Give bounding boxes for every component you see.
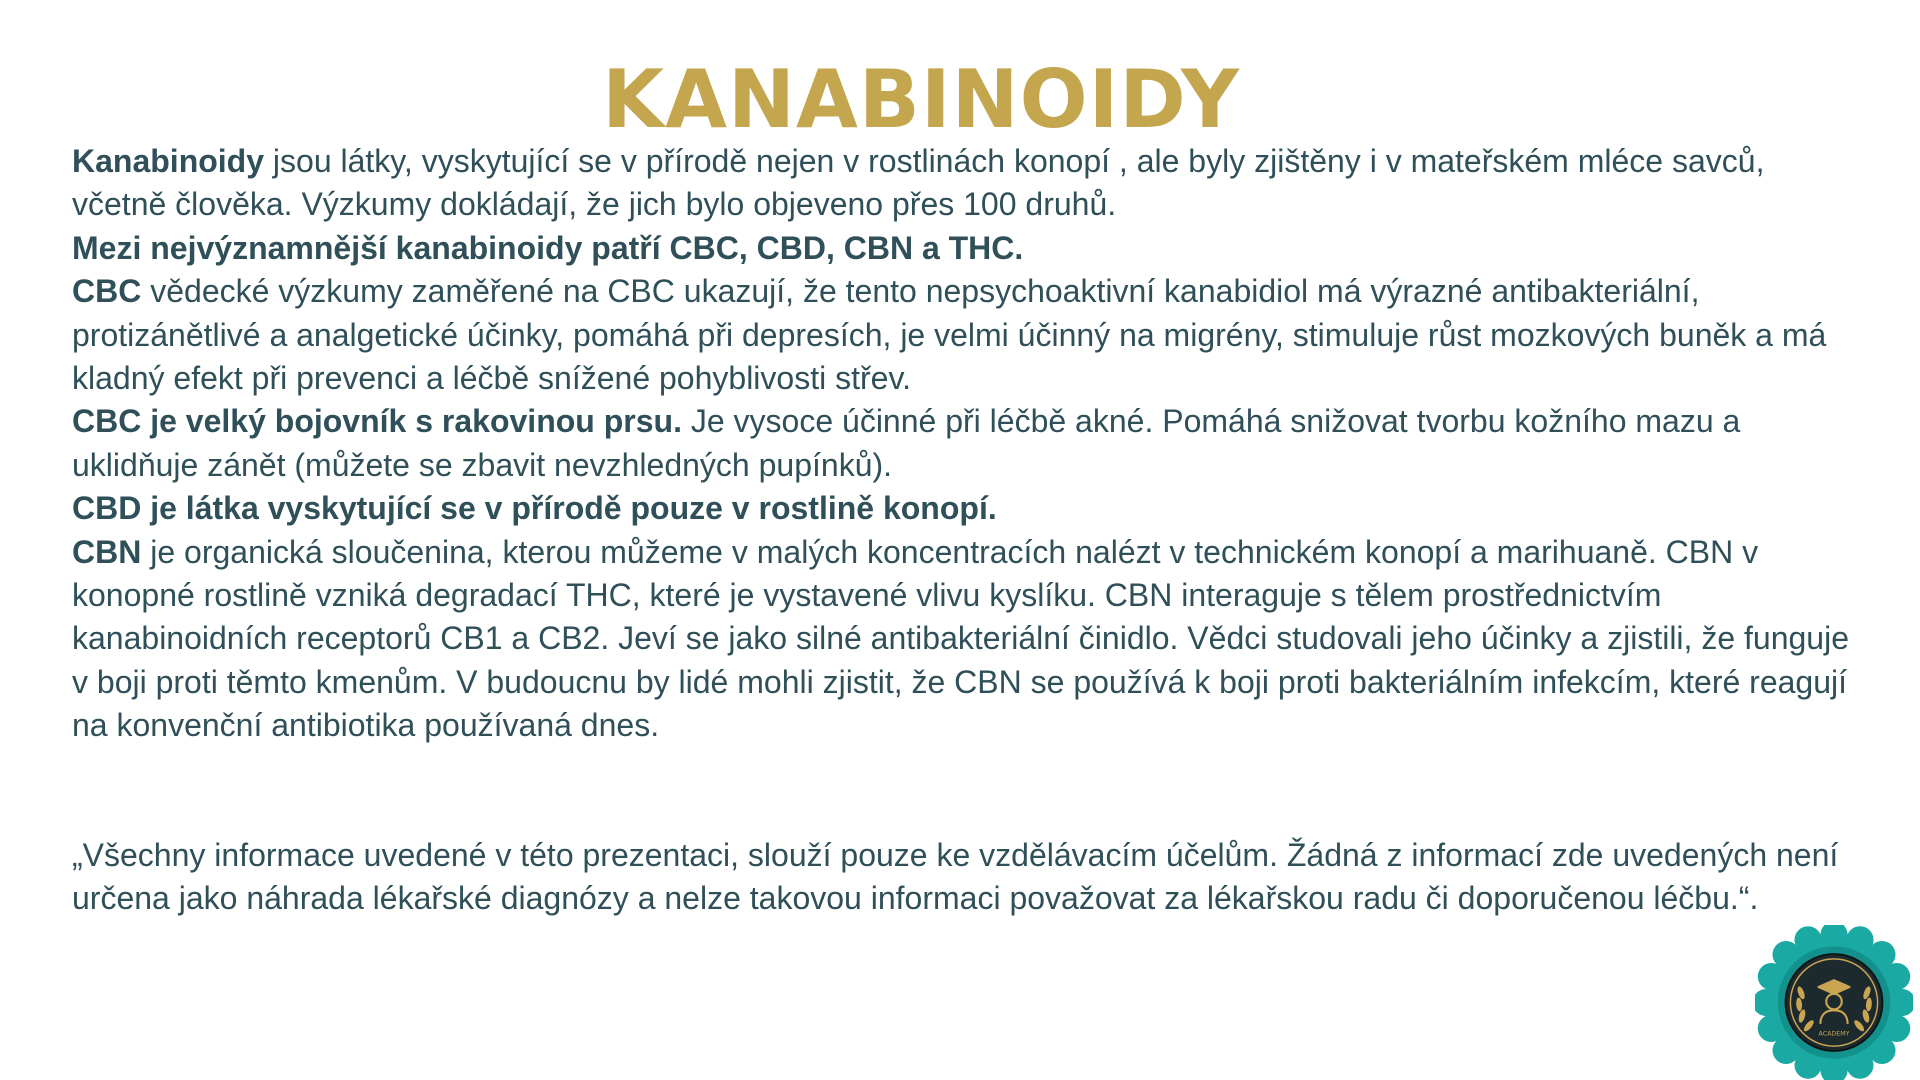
paragraph-most-important-bold: Mezi nejvýznamnější kanabinoidy patří CBC, CBD, CBN a THC. [72,229,1024,266]
body-text [72,140,1862,748]
paragraph-cbc-cancer-text: Je vysoce účinné při léčbě akné. Pomáhá snižovat tvorbu kožního mazu a uklidňuje zánět (můžete se zbavit nevzhledných pupínků). [72,403,1741,483]
paragraph-cbc-cancer-bold: CBC je velký bojovník s rakovinou prsu. [72,403,682,440]
paragraph-cbc-text: vědecké výzkumy zaměřené na CBC ukazují, že tento nepsychoaktivní kanabidiol má výrazné antibakteriální, protizánětlivé a analgetické účinky, pomáhá při depresích, je velmi účinný na migrény, stimuluje růst mozkových buněk a má kladný efekt při prevenci a léčbě snížené pohyblivosti střev. [72,273,1827,397]
paragraph-cbc [72,270,1862,400]
academy-badge-logo [1755,925,1913,1080]
paragraph-cbn [72,531,1862,748]
paragraph-cbd [72,487,1862,530]
badge-label: ACADEMY [1818,1030,1850,1038]
slide-title: KANABINOIDY [602,53,1240,146]
paragraph-kanabinoidy [72,140,1862,227]
paragraph-cbd-bold: CBD je látka vyskytující se v přírodě pouze v rostlině konopí. [72,490,997,527]
paragraph-cbc-cancer [72,400,1862,487]
paragraph-cbc-bold: CBC [72,273,142,310]
disclaimer: „Všechny informace uvedené v této prezentaci, slouží pouze ke vzdělávacím účelům. Žádná z informací zde uvedených není určena jako náhrada lékařské diagnózy a nelze takovou informaci považovat za lékařskou radu či doporučenou léčbu.“. [72,837,1839,917]
paragraph-cbn-bold: CBN [72,533,142,570]
paragraph-most-important [72,227,1862,270]
paragraph-cbn-text: je organická sloučenina, kterou můžeme v malých koncentracích nalézt v technickém konopí a marihuaně. CBN v konopné rostlině vzniká degradací THC, které je vystavené vlivu kyslíku. CBN interaguje s tělem prostřednictvím kanabinoidních receptorů CB1 a CB2. Jeví se jako silné antibakteriální činidlo. Vědci studovali jeho účinky a zjistili, že funguje v boji proti těmto kmenům. V budoucnu by lidé mohli zjistit, že CBN se používá k boji proti bakteriálním infekcím, které reagují na konvenční antibiotika používaná dnes. [72,533,1849,744]
paragraph-kanabinoidy-bold: Kanabinoidy [72,143,265,179]
paragraph-kanabinoidy-text: jsou látky, vyskytující se v přírodě nejen v rostlinách konopí , ale byly zjištěny i v mateřském mléce savců, včetně člověka. Výzkumy dokládají, že jich bylo objeveno přes 100 druhů. [72,143,1765,223]
